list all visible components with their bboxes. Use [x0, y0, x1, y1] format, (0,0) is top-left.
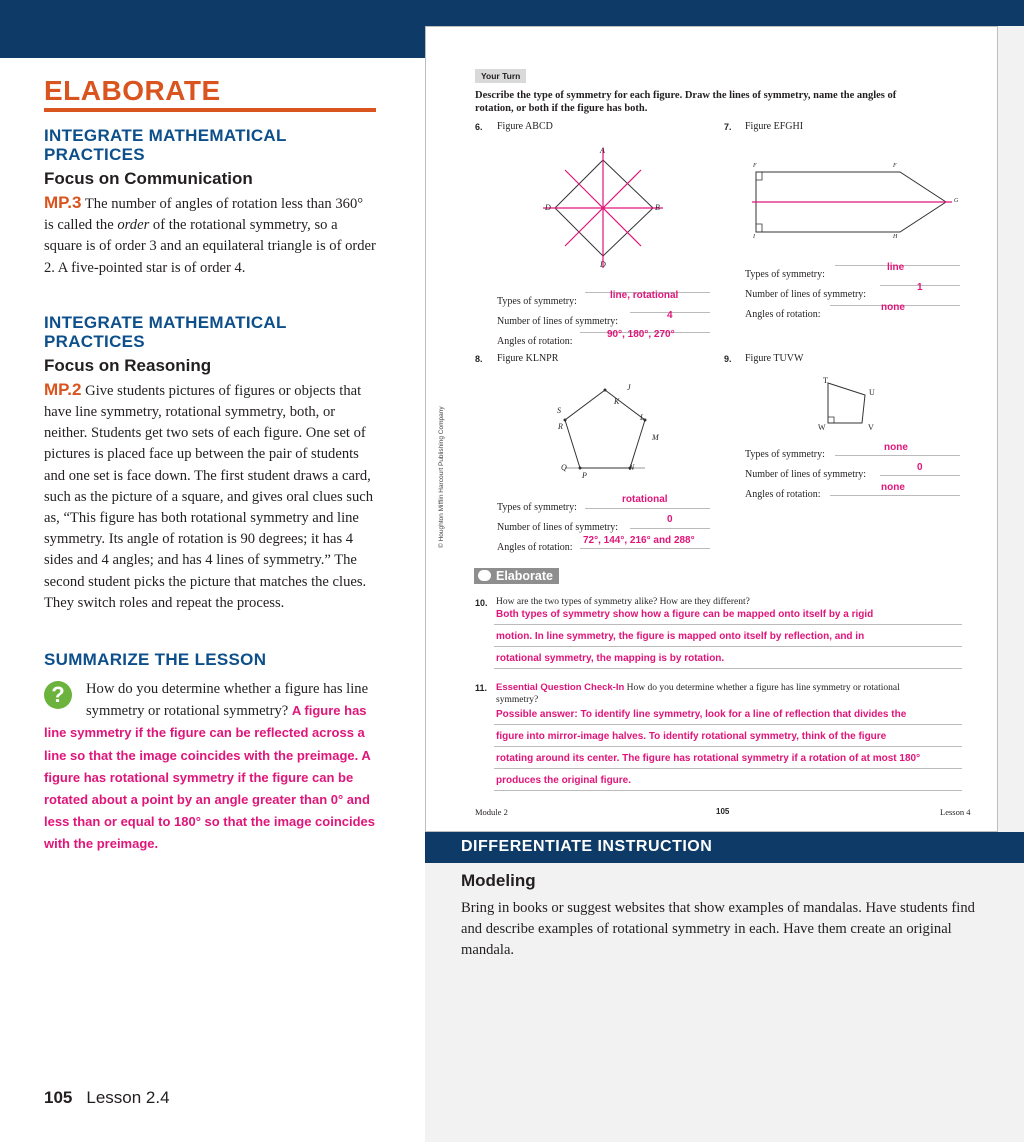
p9-label: Figure TUVW [745, 353, 804, 364]
p9-angles-answer: none [881, 482, 905, 493]
p9-angles-label: Angles of rotation: [745, 489, 821, 500]
modeling-heading: Modeling [461, 871, 536, 890]
q11-text-line1 [496, 682, 900, 693]
q10-answer-line2: motion. In line symmetry, the figure is mapped onto itself by reflection, and in [496, 631, 865, 642]
p9-types-answer: none [884, 442, 908, 453]
summary-question: How do you determine whether a figure has line symmetry or rotational symmetry? [86, 681, 369, 720]
vertex-u-label: U [869, 388, 875, 397]
p9-types-label: Types of symmetry: [745, 449, 825, 460]
p9-number: 9. [724, 354, 732, 364]
p7-label: Figure EFGHI [745, 121, 804, 132]
q11-answer-line4: produces the original figure. [496, 775, 632, 786]
p6-lines-label: Number of lines of symmetry: [497, 316, 619, 327]
p6-angles-label: Angles of rotation: [497, 336, 573, 347]
modeling-text: Bring in books or suggest websites that show examples of mandalas. Have students find and describe examples of rotational symmetry in each. Have them create an original mandala. [461, 900, 975, 959]
p8-types-answer: rotational [622, 494, 668, 505]
your-turn-label: Your Turn [475, 69, 526, 83]
p6-types-label: Types of symmetry: [497, 296, 577, 307]
vertex-k-label: K [614, 397, 620, 406]
p7-types-answer: line [887, 262, 905, 273]
imp2-text: Give students pictures of figures or objects that have line symmetry, rotational symmetry, both, or neither. Students get two sets of each figure. One set of pictures is placed face up between the pair of students and one set is face down. The first student draws a card, such as the picture of a square, and gives oral clues such as, “This figure has both rotational symmetry and line symmetry. Its angle of rotation is 90 degrees; it has 4 sides and 4 angles; and has 4 lines of symmetry.” The second student picks the picture that matches the clues. They switch roles and repeat the process. [44, 382, 374, 611]
vertex-m-label: M [652, 433, 659, 442]
p7-number: 7. [724, 122, 732, 132]
p8-angles-answer: 72°, 144°, 216° and 288° [583, 535, 695, 546]
page-number: 105 [716, 807, 730, 816]
q10-text: How are the two types of symmetry alike? How are they different? [496, 597, 750, 607]
q10-answer-line3: rotational symmetry, the mapping is by rotation. [496, 653, 725, 664]
vertex-r-label: R [558, 422, 563, 431]
footer-lesson: Lesson 2.4 [86, 1088, 170, 1107]
summary-paragraph [44, 679, 376, 856]
q11-answer-line1: Possible answer: To identify line symmetry, look for a line of reflection that divides the [496, 709, 907, 720]
vertex-v-label: V [868, 423, 874, 432]
p6-angles-answer: 90°, 180°, 270° [607, 329, 675, 340]
teacher-notes-column [44, 72, 376, 856]
p8-lines-label: Number of lines of symmetry: [497, 522, 619, 533]
imp1-text-b: of the rotational symmetry, so a square is of order 3 and an equilateral triangle is of order 2. A five-pointed star is of order 4. [44, 217, 376, 276]
vertex-s-label: S [557, 406, 561, 415]
q11-text-line2: symmetry? [496, 695, 539, 705]
p8-types-label: Types of symmetry: [497, 502, 577, 513]
elaborate-badge-label: Elaborate [496, 569, 553, 583]
p7-angles-label: Angles of rotation: [745, 309, 821, 320]
summary-heading: SUMMARIZE THE LESSON [44, 650, 267, 670]
q10-answer-line1: Both types of symmetry show how a figure can be mapped onto itself by a rigid [496, 609, 874, 620]
vertex-t-label: T [823, 376, 828, 385]
instructions: Describe the type of symmetry for each figure. Draw the lines of symmetry, name the angles of rotation, or both if the figure has both. [475, 90, 897, 114]
figure-abcd [535, 140, 675, 280]
imp2-subheading: Focus on Reasoning [44, 355, 212, 375]
p8-angles-label: Angles of rotation: [497, 542, 573, 553]
q11-answer-line2: figure into mirror-image halves. To identify rotational symmetry, think of the figure [496, 731, 887, 742]
p6-label: Figure ABCD [497, 121, 553, 132]
vertex-h-label: H [893, 234, 898, 240]
imp1-text-a: The number of angles of rotation less than 360° is called the [44, 196, 364, 234]
vertex-p-label: P [582, 471, 587, 480]
vertex-q-label: Q [561, 463, 567, 472]
q11-question: How do you determine whether a figure has line symmetry or rotational [624, 683, 900, 693]
footer [44, 1088, 170, 1108]
imp1-text-emphasis: order [117, 217, 150, 234]
vertex-d-label-bottom: D [600, 260, 606, 269]
page-module: Module 2 [475, 807, 508, 817]
copyright-notice: © Houghton Mifflin Harcourt Publishing Company [438, 406, 445, 548]
footer-page-number: 105 [44, 1088, 73, 1107]
imp2-paragraph [44, 379, 376, 614]
essential-question-label: Essential Question Check-In [496, 682, 625, 693]
vertex-j-label: J [627, 383, 631, 392]
q11-answer-line3: rotating around its center. The figure has rotational symmetry if a rotation of at most 180° [496, 753, 921, 764]
imp1-mp-label: MP.3 [44, 193, 82, 212]
p7-lines-label: Number of lines of symmetry: [745, 289, 867, 300]
vertex-a-label: A [600, 146, 605, 155]
p8-number: 8. [475, 354, 483, 364]
figure-efghi [750, 160, 960, 240]
page-lesson: Lesson 4 [940, 807, 971, 817]
q11-number: 11. [475, 683, 488, 693]
vertex-f-label-left: F [753, 163, 757, 169]
imp1-heading: INTEGRATE MATHEMATICAL PRACTICES [44, 126, 287, 164]
p7-angles-answer: none [881, 302, 905, 313]
p6-lines-answer: 4 [667, 310, 673, 321]
vertex-n-label: N [629, 463, 635, 472]
p7-types-label: Types of symmetry: [745, 269, 825, 280]
vertex-i-label: I [753, 234, 755, 240]
p6-number: 6. [475, 122, 483, 132]
p6-types-answer: line, rotational [610, 290, 679, 301]
imp2-heading: INTEGRATE MATHEMATICAL PRACTICES [44, 312, 287, 351]
imp2-mp-label: MP.2 [44, 379, 82, 399]
section-title: ELABORATE [44, 75, 221, 106]
vertex-l-label: L [640, 413, 645, 422]
vertex-g-label: G [954, 198, 959, 204]
p7-lines-answer: 1 [917, 282, 923, 293]
summary-answer: A figure has line symmetry if the figure can be reflected across a line so that the image coincides with the preimage. A figure has rotational symmetry if the figure can be rotated about a point by an angle greater than 0° and less than or equal to 180° so that the image coincides with the preimage. [44, 703, 376, 852]
q10-number: 10. [475, 598, 488, 608]
vertex-d-label-left: D [545, 203, 551, 212]
imp1-paragraph [44, 192, 376, 279]
vertex-w-label: W [818, 423, 826, 432]
p9-lines-label: Number of lines of symmetry: [745, 469, 867, 480]
elaborate-badge [474, 568, 559, 584]
p8-lines-answer: 0 [667, 514, 673, 525]
question-icon: ? [44, 681, 72, 709]
speech-bubble-icon [478, 570, 491, 581]
differentiate-title: DIFFERENTIATE INSTRUCTION [461, 838, 713, 855]
p9-lines-answer: 0 [917, 462, 923, 473]
vertex-f-label-right: F [893, 163, 897, 169]
vertex-b-label: B [655, 203, 660, 212]
imp1-subheading: Focus on Communication [44, 169, 253, 188]
p8-label: Figure KLNPR [497, 353, 559, 364]
